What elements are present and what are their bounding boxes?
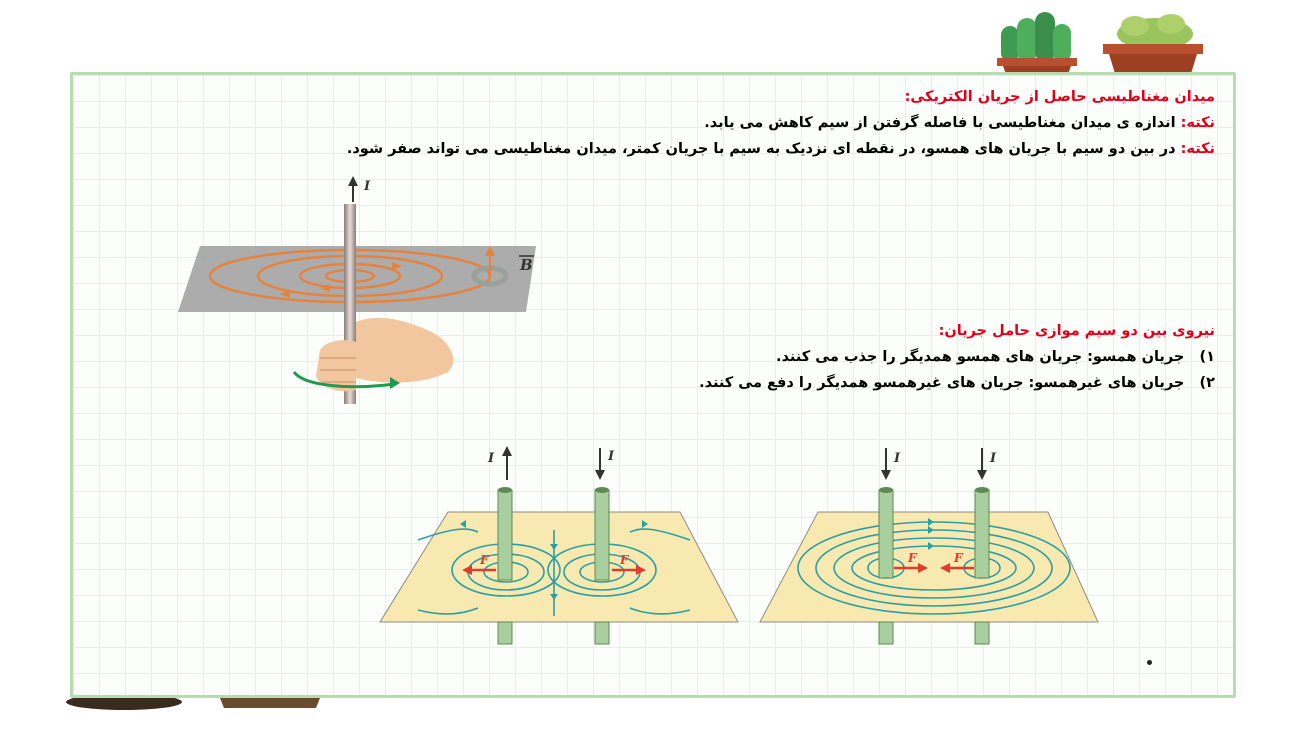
note2-text: در بین دو سیم با جریان های همسو، در نقطه ای نزدیک به سیم با جریان کمتر، میدان مغناطیسی می تواند صفر شود. — [346, 141, 1181, 157]
current-label-left: I — [894, 451, 901, 466]
section1-text — [347, 84, 1215, 162]
force-label-right: F — [954, 551, 963, 565]
list-item-2 — [699, 370, 1215, 396]
current-label-right: I — [990, 451, 997, 466]
section2-text — [699, 318, 1215, 396]
current-label: I — [364, 179, 371, 194]
dot-mark — [1147, 660, 1152, 665]
force-label-right: F — [620, 553, 629, 567]
force-label-left: F — [908, 551, 917, 565]
list-item-2-text: جریان های غیرهمسو: جریان های غیرهمسو همدیگر را دفع می کنند. — [699, 375, 1185, 391]
current-label-right: I — [608, 449, 615, 464]
current-label-left: I — [488, 451, 495, 466]
field-label: B — [520, 256, 533, 274]
figure-parallel-currents — [758, 440, 1100, 652]
note1 — [347, 110, 1215, 136]
list-item-1 — [699, 344, 1215, 370]
list-item-2-number: ۲) — [1199, 375, 1215, 391]
list-item-1-text: جریان همسو: جریان های همسو همدیگر را جذب می کنند. — [776, 349, 1185, 365]
cactus-pot-right-icon — [1103, 14, 1203, 80]
force-label-left: F — [480, 553, 489, 567]
section1-heading: میدان مغناطیسی حاصل از جریان الکتریکی: — [904, 89, 1215, 105]
note2 — [347, 136, 1215, 162]
note1-label: نکته: — [1180, 115, 1215, 131]
cactus-decoration-top — [985, 8, 1215, 80]
note1-text: اندازه ی میدان مغناطیسی با فاصله گرفتن از سیم کاهش می یابد. — [704, 115, 1181, 131]
section2-heading: نیروی بین دو سیم موازی حامل جریان: — [938, 323, 1215, 339]
list-item-1-number: ۱) — [1199, 349, 1215, 365]
figure-opposite-currents — [378, 440, 740, 652]
note2-label: نکته: — [1180, 141, 1215, 157]
figure-wire-field — [170, 172, 550, 412]
right-hand-icon — [316, 318, 453, 391]
cactus-pot-left-icon — [997, 12, 1077, 80]
